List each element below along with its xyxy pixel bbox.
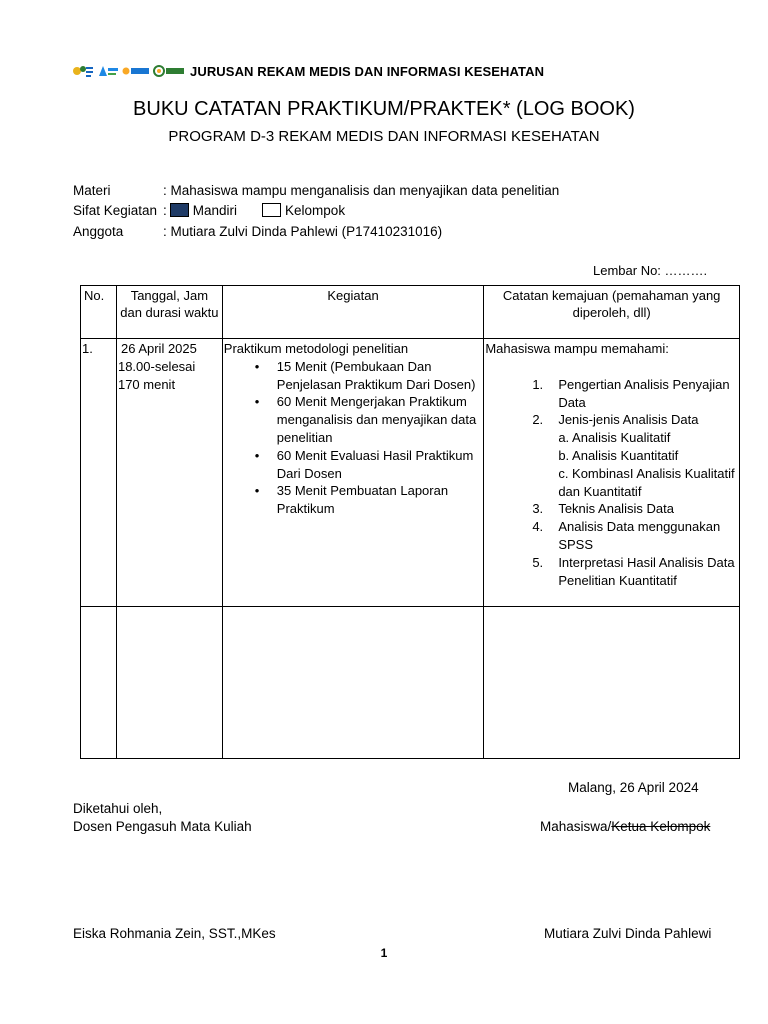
kegiatan-list [255,358,483,518]
row1-date: 26 April 2025 [120,341,197,356]
mahasiswa-role: Mahasiswa/ [540,819,612,834]
institution-logo [72,64,94,78]
row2-catatan[interactable] [484,607,740,759]
document-header [72,62,544,80]
mandiri-label: Mandiri [192,203,238,218]
row1-no: 1. [81,339,117,607]
list-item: • 60 Menit Evaluasi Hasil Praktikum Dari Dosen [255,447,483,483]
list-item: • 60 Menit Mengerjakan Praktikum menganalisis dan menyajikan data penelitian [255,393,483,446]
lembar-number: Lembar No: ………. [593,263,708,278]
dosen-role: Dosen Pengasuh Mata Kuliah [73,819,252,834]
list-item: 1. Pengertian Analisis Penyajian Data [532,376,730,410]
dosen-name: Eiska Rohmania Zein, SST.,MKes [73,926,276,941]
table-header-row [81,286,740,339]
diketahui-label: Diketahui oleh, [73,801,163,816]
list-item: c. KombinasI Analisis Kualitatif dan Kuantitatif [558,465,735,499]
sifat-colon: : [163,203,167,218]
list-item: 3. Teknis Analisis Data [532,501,674,517]
kelompok-checkbox[interactable] [262,203,281,217]
anggota-value: : Mutiara Zulvi Dinda Pahlewi (P17410231016) [163,224,443,239]
row2-no[interactable] [81,607,117,759]
logo-strip [72,64,185,78]
catatan-intro: Mahasiswa mampu memahami: [485,341,669,356]
table-row [81,607,740,759]
row1-kegiatan [222,339,484,607]
logbook-table [80,285,740,759]
materi-label: Materi [73,183,111,198]
place-date: Malang, 26 April 2024 [568,780,699,795]
mahasiswa-role-line [540,819,710,834]
row1-duration: 170 menit [117,376,176,392]
catatan-list [532,376,738,590]
list-item: • 35 Menit Pembuatan Laporan Praktikum [255,482,483,518]
kelompok-label: Kelompok [285,203,346,218]
materi-value: : Mahasiswa mampu menganalisis dan menyajikan data penelitian [163,183,560,198]
row1-tanggal [116,339,222,607]
row2-kegiatan[interactable] [222,607,484,759]
blu-logo [122,64,150,78]
row1-catatan [484,339,740,607]
ketua-kelompok-struck: Ketua Kelompok [611,819,711,834]
lembaga-logo [97,64,119,78]
kegiatan-title: Praktikum metodologi penelitian [223,341,409,356]
row2-tanggal[interactable] [116,607,222,759]
page-number: 1 [380,946,388,960]
mahasiswa-name: Mutiara Zulvi Dinda Pahlewi [544,926,712,941]
page-title: BUKU CATATAN PRAKTIKUM/PRAKTEK* (LOG BOOK) [133,98,635,120]
header-tanggal: Tanggal, Jam dan durasi waktu [116,286,222,339]
list-item: • 15 Menit (Pembukaan Dan Penjelasan Praktikum Dari Dosen) [255,358,483,394]
header-kegiatan: Kegiatan [222,286,484,339]
list-item: 5. Interpretasi Hasil Analisis Data Penelitian Kuantitatif [532,554,735,588]
anggota-row [73,222,442,242]
department-name: JURUSAN REKAM MEDIS DAN INFORMASI KESEHATAN [190,63,545,79]
list-item: 2. Jenis-jenis Analisis Data [532,412,699,428]
row1-time: 18.00-selesai [117,358,196,374]
materi-row [73,181,559,201]
header-no: No. [81,286,117,339]
list-item: a. Analisis Kualitatif [558,430,671,446]
mandiri-checkbox[interactable] [170,203,189,217]
list-item: 4. Analisis Data menggunakan SPSS [532,519,721,552]
polkesmal-logo [153,64,185,78]
table-row [81,339,740,607]
sifat-label: Sifat Kegiatan [73,203,158,218]
program-subtitle: PROGRAM D-3 REKAM MEDIS DAN INFORMASI KESEHATAN [168,128,600,145]
anggota-label: Anggota [73,224,124,239]
list-item: b. Analisis Kuantitatif [558,447,679,463]
sifat-kegiatan-row [73,201,345,221]
header-catatan: Catatan kemajuan (pemahaman yang diperoleh, dll) [484,286,740,339]
